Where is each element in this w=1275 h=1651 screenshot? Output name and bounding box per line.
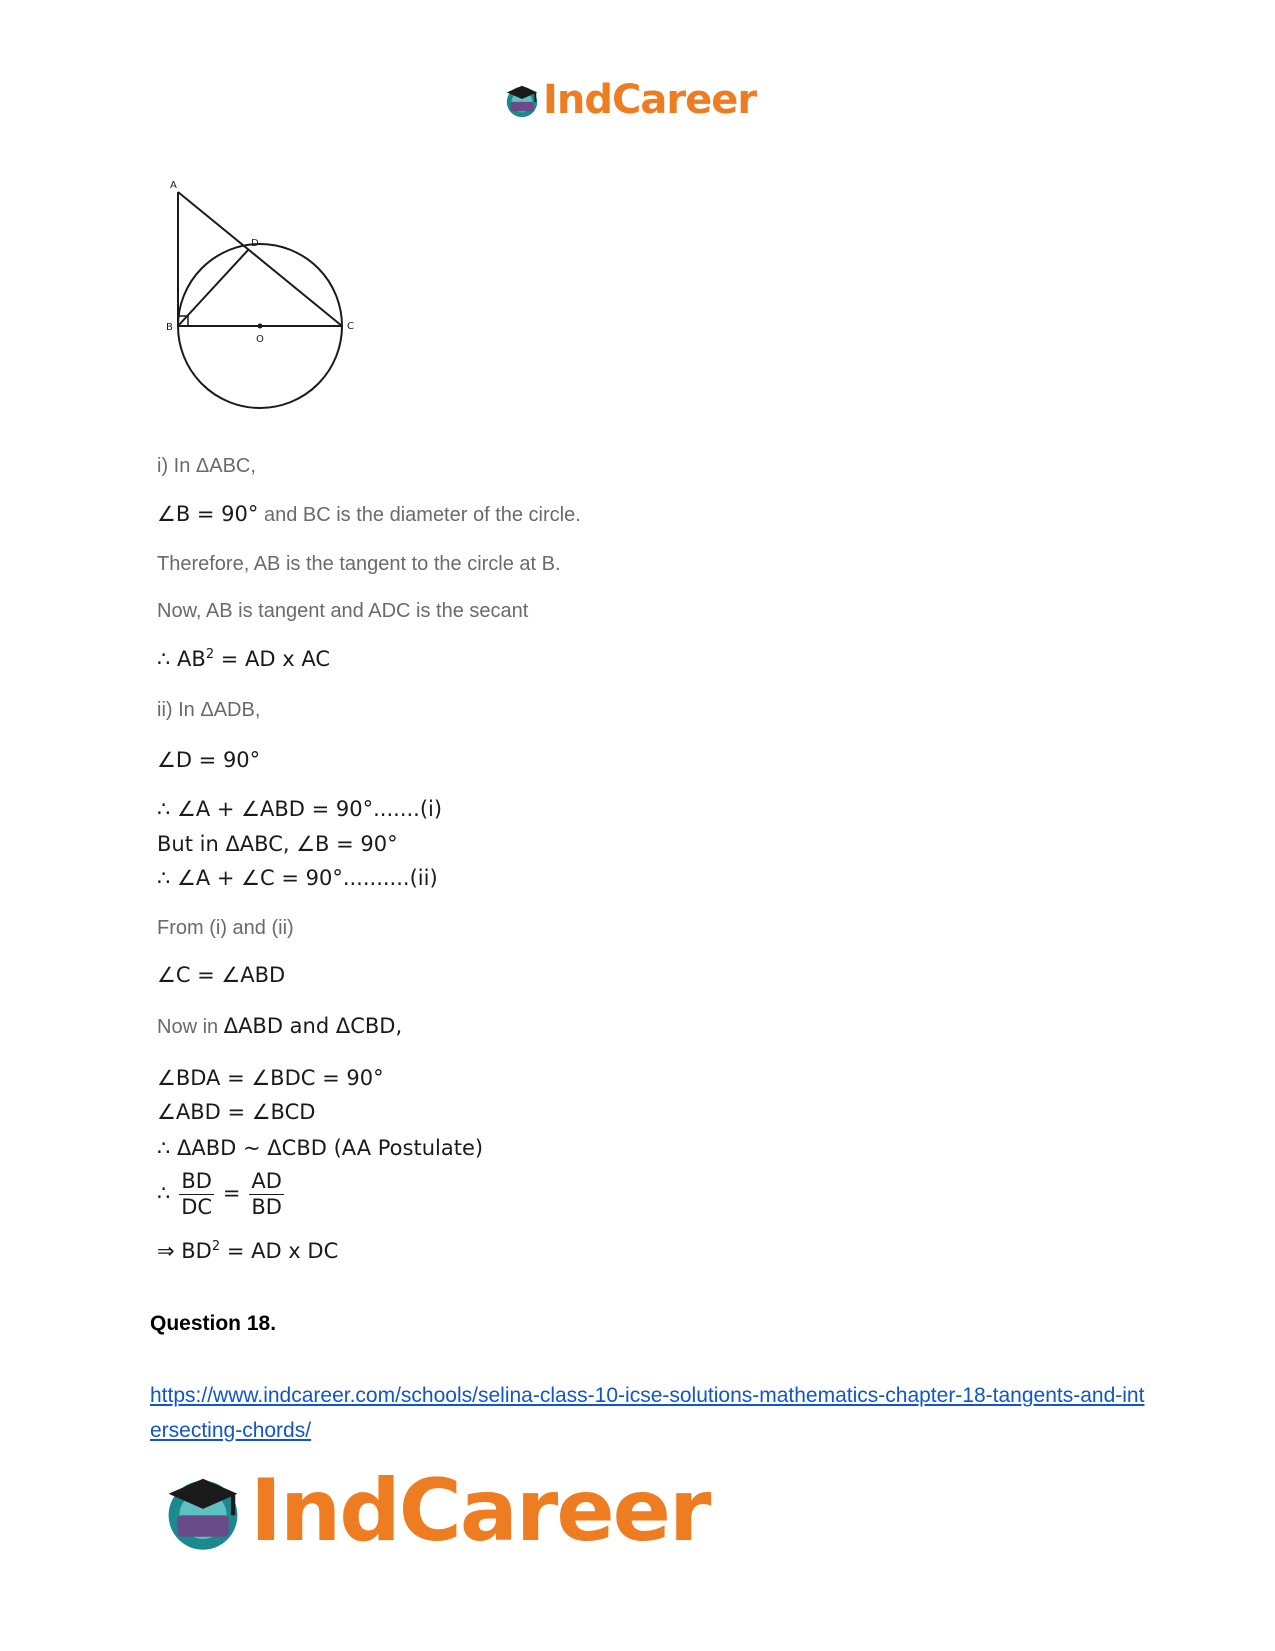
solution-line-7: ∠D = 90° <box>157 748 261 772</box>
solution-line-4: Now, AB is tangent and ADC is the secant <box>157 600 529 622</box>
graduation-cap-globe-icon <box>503 81 541 119</box>
solution-line-1: i) In ΔABC, <box>157 455 256 477</box>
solution-line-12: ∠C = ∠ABD <box>157 963 286 987</box>
center-point <box>258 324 263 329</box>
solution-line-2: ∠B = 90° and BC is the diameter of the circle. <box>157 502 581 526</box>
graduation-cap-globe-icon <box>160 1468 246 1554</box>
brand-name: IndCareer <box>250 1461 710 1561</box>
solution-line-9: But in ΔABC, ∠B = 90° <box>157 832 398 856</box>
solution-line-17: ∴ $\frac{BD}{DC}$ = $\frac{AD}{BD}$ <box>157 1169 282 1219</box>
question-heading: Question 18. <box>150 1312 277 1335</box>
solution-line-3: Therefore, AB is the tangent to the circle at B. <box>157 553 561 575</box>
solution-line-15: ∠ABD = ∠BCD <box>157 1100 316 1124</box>
footer-logo <box>160 1461 710 1561</box>
fraction-ad-bd: $\frac{AD}{BD}$ <box>251 1169 282 1219</box>
solution-line-18: ⇒ $BD^2$ = AD x DC <box>157 1239 339 1263</box>
fraction-bd-dc: $\frac{BD}{DC}$ <box>181 1169 213 1219</box>
solution-line-14: ∠BDA = ∠BDC = 90° <box>157 1066 384 1090</box>
label-b: B <box>166 322 173 333</box>
label-a: A <box>170 180 177 191</box>
solution-line-11: From (i) and (ii) <box>157 917 294 939</box>
circle-tangent-diagram <box>150 180 370 425</box>
source-link[interactable]: https://www.indcareer.com/schools/selina-class-10-icse-solutions-mathematics-chapter-18-tangents-and-intersecting-chords/ <box>150 1384 1145 1442</box>
solution-line-13: Now in ΔABD and ΔCBD, <box>157 1014 403 1038</box>
solution-line-5: ∴ $AB^2$ = AD x AC <box>157 647 331 671</box>
solution-line-6: ii) In ΔADB, <box>157 699 261 721</box>
header-logo <box>503 77 757 123</box>
segment-ac <box>178 192 342 326</box>
solution-line-10: ∴ ∠A + ∠C = 90°..........(ii) <box>157 866 438 890</box>
label-d: D <box>251 238 259 249</box>
label-c: C <box>347 321 354 332</box>
solution-line-8: ∴ ∠A + ∠ABD = 90°.......(i) <box>157 797 443 821</box>
label-o: O <box>256 334 264 345</box>
brand-name: IndCareer <box>543 77 757 123</box>
solution-line-16: ∴ ΔABD ~ ΔCBD (AA Postulate) <box>157 1136 484 1160</box>
